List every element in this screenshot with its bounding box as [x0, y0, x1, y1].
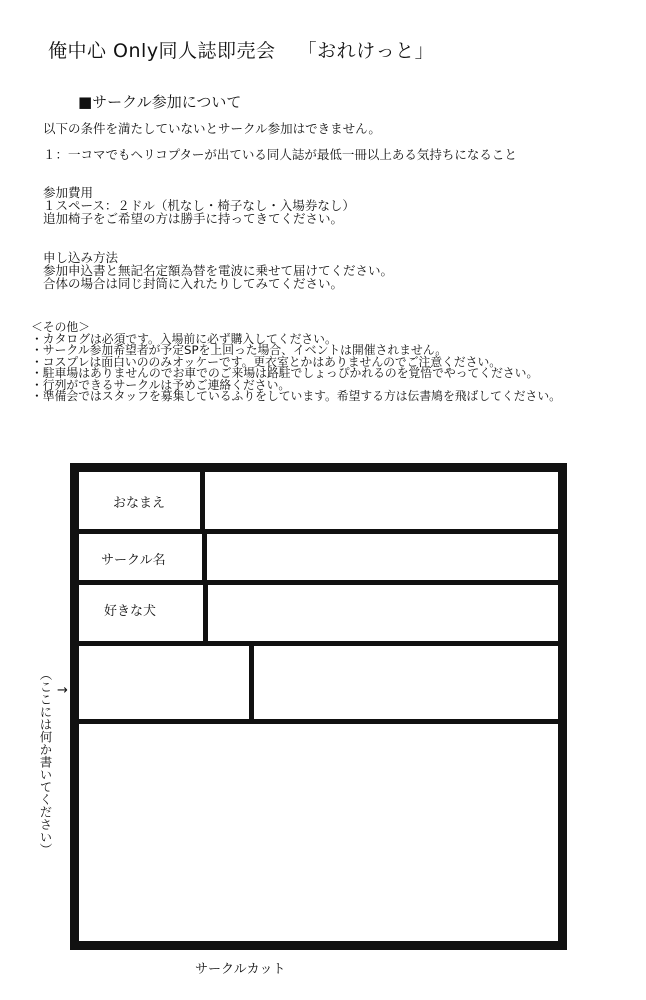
side-note: （ここには何か書いてください）	[38, 668, 53, 856]
event-nickname: 「おれけっと」	[297, 40, 435, 62]
fee-line: 追加椅子をご希望の方は勝手に持ってきてください。	[43, 211, 344, 226]
form-divider	[203, 583, 208, 643]
other-item: ・駐車場はありませんのでお車でのご来場は路駐でしょっぴかれるのを覚悟でやってください。	[31, 366, 539, 380]
form-divider	[78, 580, 559, 585]
other-block	[31, 322, 561, 403]
other-item: ・行列ができるサークルは予めご連絡ください。	[31, 377, 291, 392]
apply-line: 合体の場合は同じ封筒に入れたりしてみてください。	[43, 276, 344, 291]
arrow-icon: →	[57, 683, 68, 698]
circle-name-label: サークル名	[101, 553, 166, 568]
intro-text: 以下の条件を満たしていないとサークル参加はできません。	[43, 121, 381, 136]
event-name: 俺中心 Only同人誌即売会	[48, 40, 276, 62]
fee-line: １スペース：２ドル（机なし・椅子なし・入場券なし）	[43, 198, 355, 213]
form-divider	[200, 472, 205, 532]
name-label: おなまえ	[113, 496, 166, 511]
circle-cut-area[interactable]	[81, 726, 554, 939]
form-divider	[202, 532, 207, 582]
favorite-dog-label: 好きな犬	[104, 604, 157, 619]
circle-cut-caption: サークルカット	[195, 962, 286, 977]
fee-block	[43, 186, 355, 225]
other-item: ・カタログは必須です。入場前に必ず購入してください。	[31, 331, 337, 346]
name-field[interactable]	[206, 474, 554, 528]
circle-name-field[interactable]	[208, 536, 554, 579]
other-item: ・サークル参加希望者が予定SPを上回った場合、イベントは開催されません。	[31, 343, 448, 357]
page-title	[48, 36, 434, 63]
fee-heading: 参加費用	[43, 185, 94, 200]
form-divider	[249, 645, 254, 721]
form-divider	[78, 719, 559, 724]
condition-text: １：一コマでもヘリコプターが出ている同人誌が最低一冊以上ある気持ちになること	[43, 147, 517, 162]
other-item: ・コスプレは面白いののみオッケーです。更衣室とかはありませんのでご注意ください。	[31, 354, 502, 369]
form-divider	[78, 641, 559, 646]
free-input-cell[interactable]	[256, 648, 554, 718]
apply-line: 参加申込書と無記名定額為替を電波に乗せて届けてください。	[43, 263, 394, 278]
favorite-dog-field[interactable]	[209, 587, 554, 640]
form-divider	[78, 529, 559, 534]
other-item: ・準備会ではスタッフを募集しているふりをしています。希望する方は伝書鳩を飛ばしてください。	[31, 389, 561, 403]
other-heading: ＜その他＞	[31, 320, 90, 334]
apply-heading: 申し込み方法	[43, 250, 119, 265]
free-input-cell[interactable]	[81, 648, 247, 718]
section-heading: ■サークル参加について	[78, 93, 242, 111]
apply-block	[43, 251, 393, 290]
